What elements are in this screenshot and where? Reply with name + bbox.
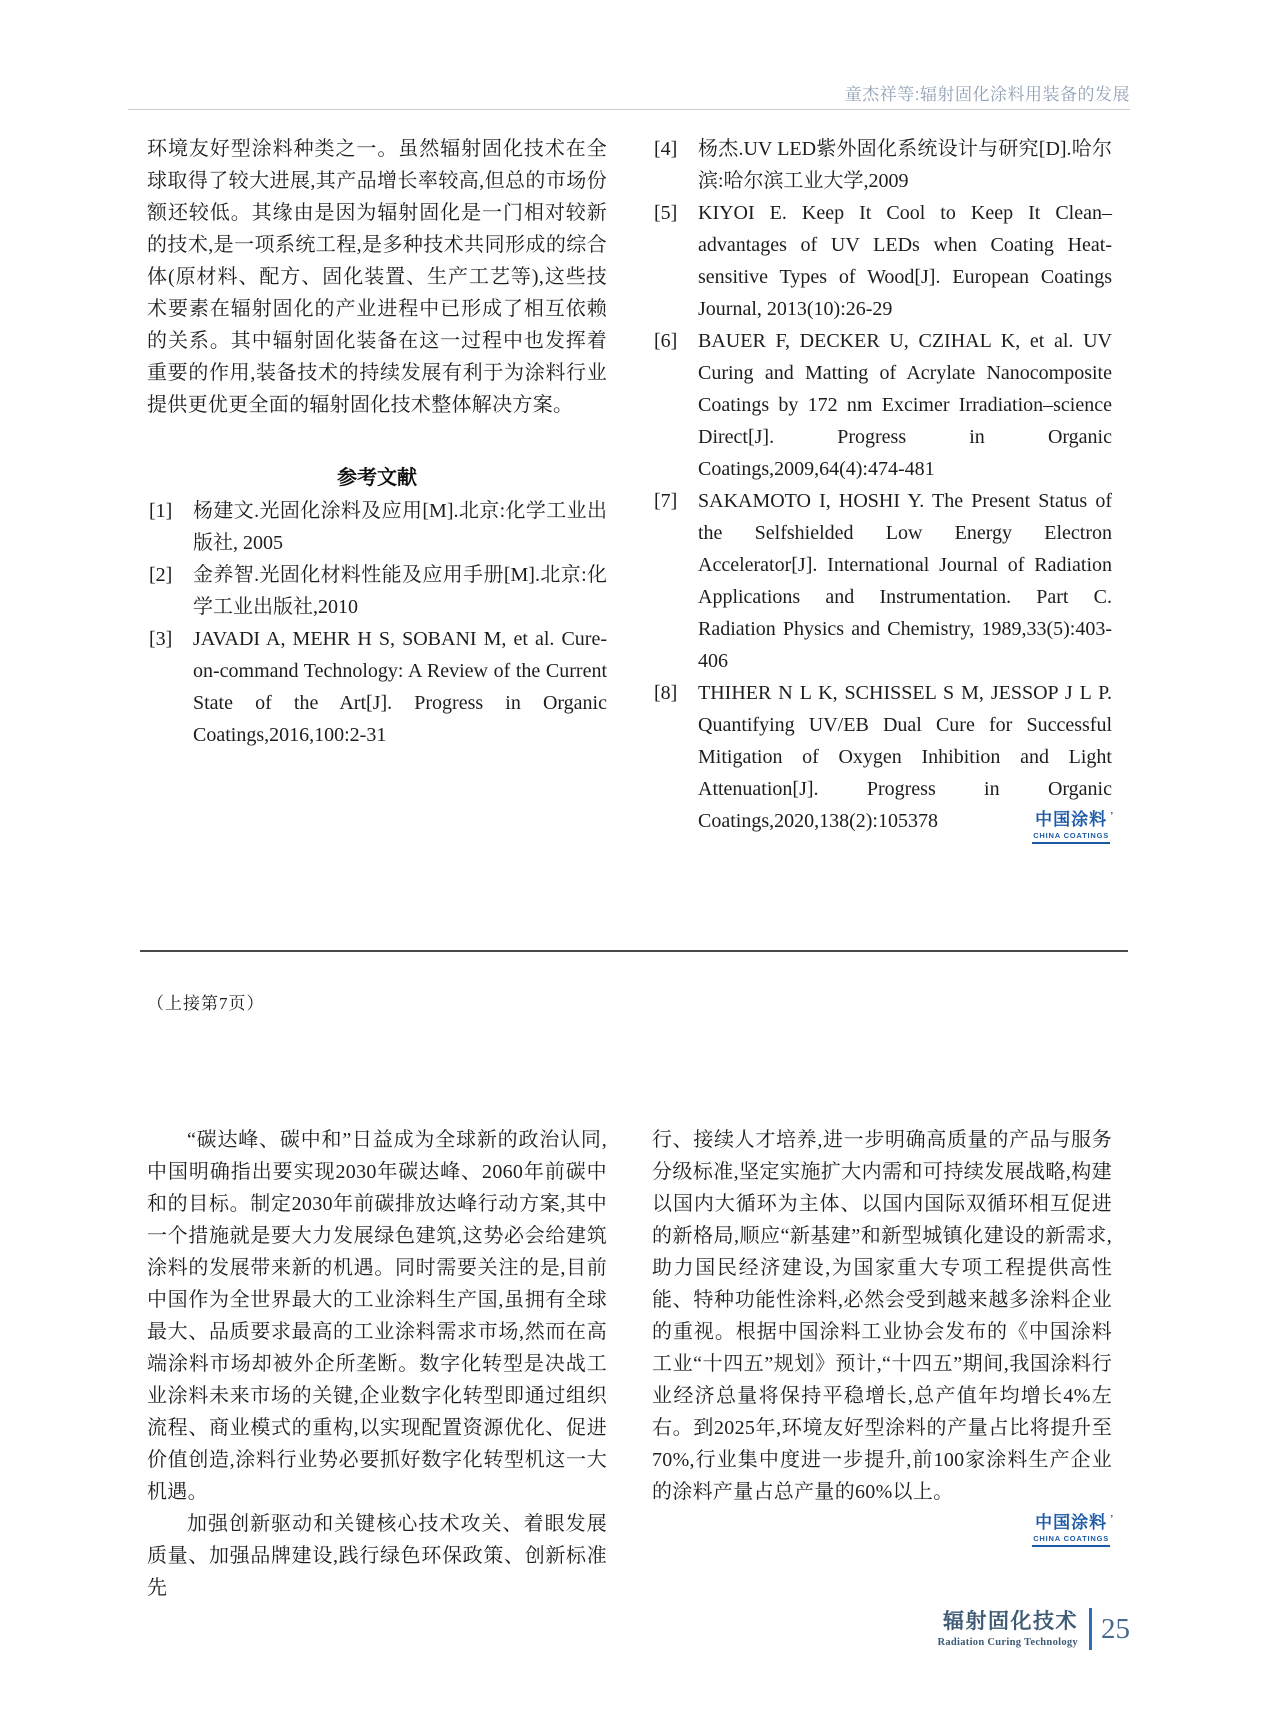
reference-item-7: [652, 485, 1112, 677]
page-number: 25: [1101, 1612, 1130, 1645]
reference-item-2: [147, 559, 607, 623]
page-footer: [937, 1608, 1130, 1650]
reference-text: 金养智.光固化材料性能及应用手册[M].北京:化学工业出版社,2010: [193, 564, 607, 618]
china-coatings-logo-cn: 中国涂料 ’: [1035, 810, 1115, 829]
china-coatings-logo-en: CHINA COATINGS: [1032, 1533, 1110, 1547]
reference-item-4: [652, 133, 1112, 197]
reference-text: SAKAMOTO I, HOSHI Y. The Present Status of the Selfshielded Low Energy Electron Accelerator[J]. International Journal of Radiation Applications and Instrumentation. Part C. Radiation Physics and Chemistry, 1989,33(5):403-406: [698, 490, 1112, 672]
section-divider-rule: [140, 950, 1128, 952]
journal-title-en: Radiation Curing Technology: [937, 1637, 1078, 1648]
logo-trademark: ’: [1110, 811, 1115, 822]
header-rule: [128, 109, 1130, 110]
china-coatings-logo-cn: 中国涂料 ’: [1035, 1513, 1115, 1532]
upper-left-column: [147, 133, 607, 844]
journal-title-cn: 辐射固化技术: [943, 1610, 1078, 1633]
reference-number: [6]: [654, 330, 678, 352]
reference-text: JAVADI A, MEHR H S, SOBANI M, et al. Cure-on-command Technology: A Review of the Current State of the Art[J]. Progress in Organic Coatings,2016,100:2-31: [193, 628, 607, 746]
running-head-title: 童杰祥等:辐射固化涂料用装备的发展: [844, 85, 1130, 104]
reference-item-6: [652, 325, 1112, 485]
lower-paragraph-2: 加强创新驱动和关键核心技术攻关、着眼发展质量、加强品牌建设,践行绿色环保政策、创新标准先: [147, 1513, 607, 1599]
reference-text: BAUER F, DECKER U, CZIHAL K, et al. UV Curing and Matting of Acrylate Nanocomposite Coatings by 172 nm Excimer Irradiation–science Direct[J]. Progress in Organic Coatings,2009,64(4):474-481: [698, 330, 1112, 480]
reference-number: [3]: [149, 628, 173, 650]
references-heading: 参考文献: [337, 467, 417, 489]
upper-section: [147, 133, 1115, 844]
reference-text: KIYOI E. Keep It Cool to Keep It Clean–advantages of UV LEDs when Coating Heat-sensitive Types of Wood[J]. European Coatings Journal, 2013(10):26-29: [698, 202, 1112, 320]
article-body-paragraph: 环境友好型涂料种类之一。虽然辐射固化技术在全球取得了较大进展,其产品增长率较高,但总的市场份额还较低。其缘由是因为辐射固化是一门相对较新的技术,是一项系统工程,是多种技术共同形成的综合体(原材料、配方、固化装置、生产工艺等),这些技术要素在辐射固化的产业进程中已形成了相互依赖的关系。其中辐射固化装备在这一过程中也发挥着重要的作用,装备技术的持续发展有利于为涂料行业提供更优更全面的辐射固化技术整体解决方案。: [147, 138, 607, 416]
reference-item-5: [652, 197, 1112, 325]
upper-right-column: [652, 133, 1115, 844]
china-coatings-logo: [1032, 1513, 1115, 1547]
reference-number: [8]: [654, 682, 678, 704]
reference-number: [4]: [654, 138, 678, 160]
reference-number: [5]: [654, 202, 678, 224]
footer-divider-bar: [1089, 1608, 1092, 1650]
lower-left-column: [147, 1124, 607, 1604]
reference-text: 杨建文.光固化涂料及应用[M].北京:化学工业出版社, 2005: [193, 500, 607, 554]
continuation-note: （上接第7页）: [147, 994, 265, 1013]
reference-item-1: [147, 495, 607, 559]
reference-text: THIHER N L K, SCHISSEL S M, JESSOP J L P. Quantifying UV/EB Dual Cure for Successful Mitigation of Oxygen Inhibition and Light Attenuation[J]. Progress in Organic Coatings,2020,138(2):105378: [698, 682, 1112, 832]
reference-number: [1]: [149, 500, 173, 522]
lower-paragraph-1: “碳达峰、碳中和”日益成为全球新的政治认同,中国明确指出要实现2030年碳达峰、2060年前碳中和的目标。制定2030年前碳排放达峰行动方案,其中一个措施就是要大力发展绿色建筑,这势必会给建筑涂料的发展带来新的机遇。同时需要关注的是,目前中国作为全世界最大的工业涂料生产国,虽拥有全球最大、品质要求最高的工业涂料需求市场,然而在高端涂料市场却被外企所垄断。数字化转型是决战工业涂料未来市场的关键,企业数字化转型即通过组织流程、商业模式的重构,以实现配置资源优化、促进价值创造,涂料行业势必要抓好数字化转型机这一大机遇。: [147, 1129, 607, 1503]
logo-trademark: ’: [1110, 1514, 1115, 1525]
reference-number: [7]: [654, 490, 678, 512]
reference-number: [2]: [149, 564, 173, 586]
china-coatings-logo-en: CHINA COATINGS: [1032, 830, 1110, 844]
reference-item-3: [147, 623, 607, 751]
footer-journal-titles: [937, 1610, 1078, 1648]
lower-paragraph-3: 行、接续人才培养,进一步明确高质量的产品与服务分级标准,坚定实施扩大内需和可持续发展战略,构建以国内大循环为主体、以国内国际双循环相互促进的新格局,顺应“新基建”和新型城镇化建设的新需求,助力国民经济建设,为国家重大专项工程提供高性能、特种功能性涂料,必然会受到越来越多涂料企业的重视。根据中国涂料工业协会发布的《中国涂料工业“十四五”规划》预计,“十四五”期间,我国涂料行业经济总量将保持平稳增长,总产值年均增长4%左右。到2025年,环境友好型涂料的产量占比将提升至70%,行业集中度进一步提升,前100家涂料生产企业的涂料产量占总产量的60%以上。: [652, 1129, 1112, 1503]
reference-text: 杨杰.UV LED紫外固化系统设计与研究[D].哈尔滨:哈尔滨工业大学,2009: [698, 138, 1112, 192]
china-coatings-logo: [1032, 810, 1115, 844]
lower-section: [147, 1124, 1115, 1604]
lower-right-column: [652, 1124, 1115, 1604]
